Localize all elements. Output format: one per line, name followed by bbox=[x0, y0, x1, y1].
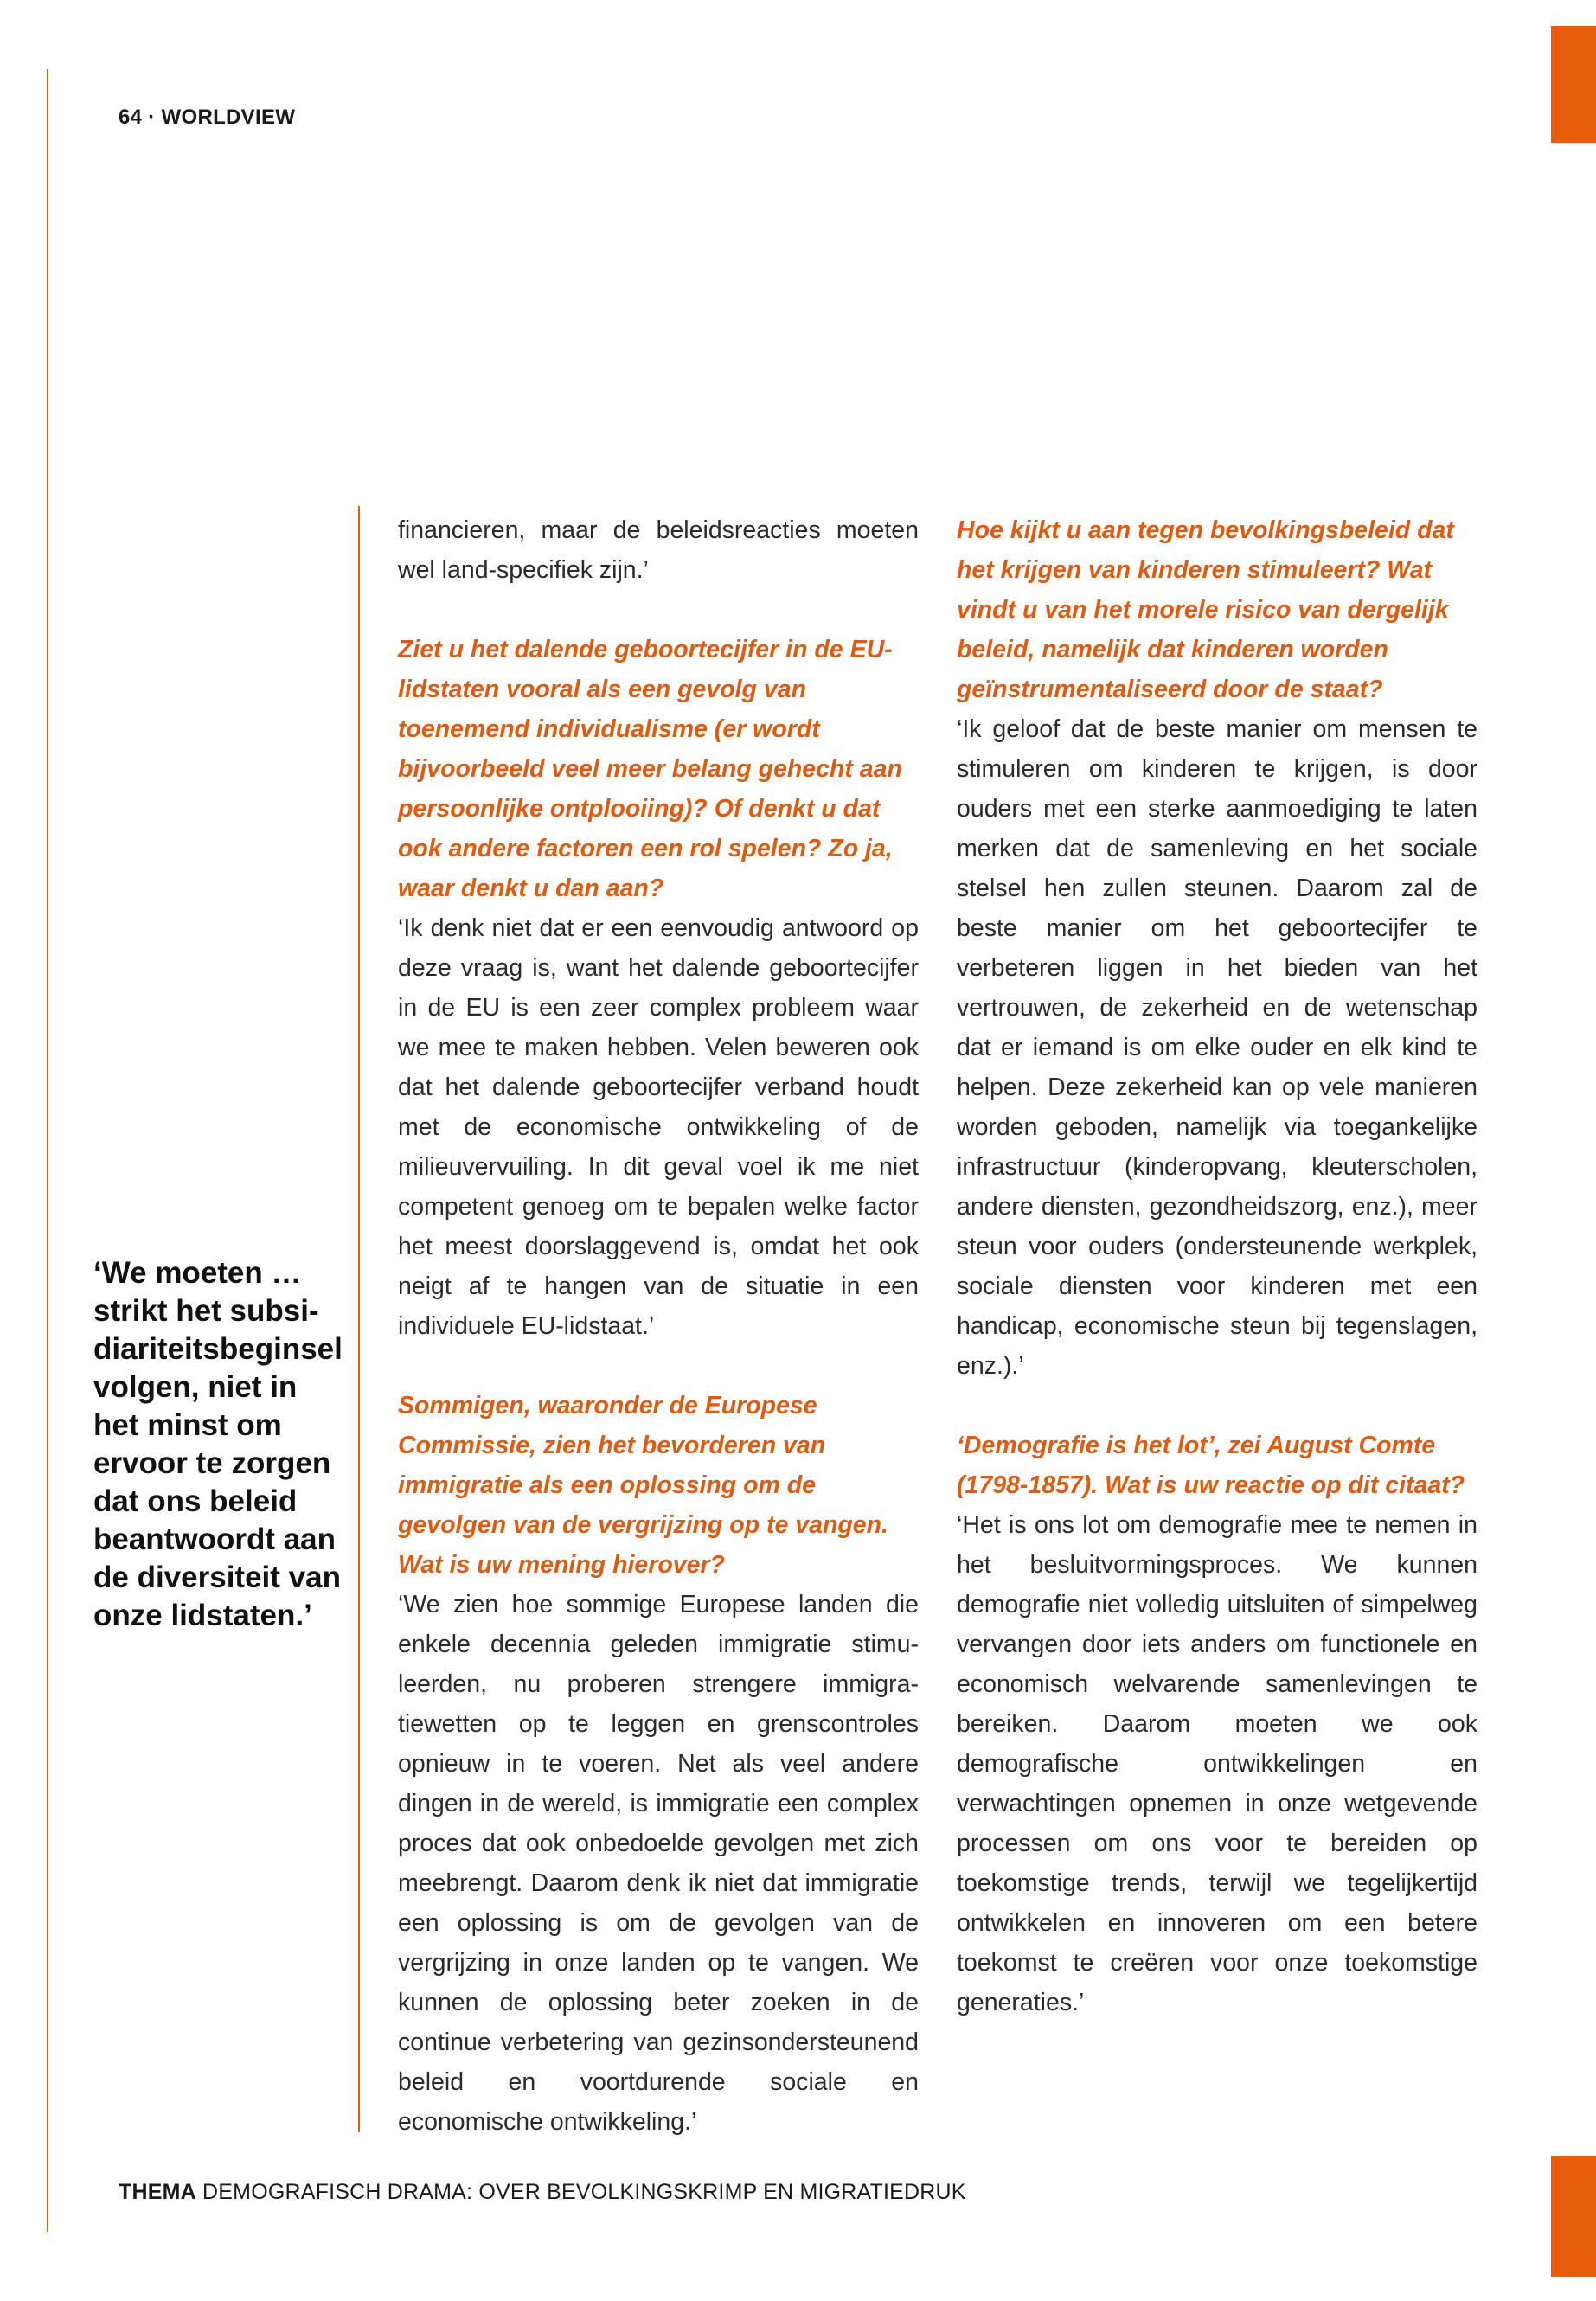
footer-title: DEMOGRAFISCH DRAMA: OVER BEVOLKINGSKRIMP EN MIGRATIEDRUK bbox=[202, 2180, 966, 2204]
interview-answer: ‘Ik denk niet dat er een eenvoudig antwoord op deze vraag is, want het dalende geboortecijfer in de EU is een zeer complex probleem waar we mee te maken hebben. Velen beweren ook dat het dalende geboortecijfer verband houdt met de economische ontwikkeling of de milieuvervuiling. In dit geval voel ik me niet competent genoeg om te bepalen welke factor het meest doorslaggevend is, omdat het ook neigt af te hangen van de situatie in een individuele EU-lidstaat.’ bbox=[398, 914, 919, 1340]
left-margin-rule bbox=[47, 69, 48, 2232]
section-name: WORLDVIEW bbox=[161, 106, 296, 129]
article-column-2 bbox=[957, 510, 1477, 2022]
running-header bbox=[119, 106, 295, 130]
pull-quote: ‘We moeten … strikt het subsidiariteitsbeginsel volgen, niet in het minst om ervoor te zorgen dat ons beleid beantwoordt aan de diversiteit van onze lidstaten.’ bbox=[93, 1256, 343, 1632]
interview-answer: ‘Ik geloof dat de beste manier om mensen te stimuleren om kinderen te krijgen, is door ouders met een sterke aanmoediging te laten merken dat de samenleving en het sociale stelsel hen zullen steunen. Daarom zal de beste manier om het geboortecijfer te verbeteren liggen in het bieden van het vertrouwen, de zekerheid en de wetenschap dat er iemand is om elke ouder en elk kind te helpen. Deze zekerheid kan op vele manieren worden geboden, namelijk via toegankelijke infrastructuur (kinderopvang, kleuterscholen, andere diensten, gezondheidszorg, enz.), meer steun voor ouders (ondersteunende werkplek, sociale diensten voor kinderen met een handicap, economische steun bij tegenslagen, enz.).’ bbox=[957, 715, 1477, 1380]
interview-answer: ‘We zien hoe sommige Europese landen die enkele decennia geleden immigratie stimuleerden, nu proberen strengere immigratiewetten op te leggen en grenscontroles opnieuw in te voeren. Net als veel andere dingen in de wereld, is immigratie een complex proces dat ook onbedoelde gevolgen met zich meebrengt. Daarom denk ik niet dat immigratie een oplossing is om de gevolgen van de vergrijzing in onze landen op te vangen. We kunnen de oplossing beter zoeken in de continue verbetering van gezinsondersteunend beleid en voortdurende sociale en economische ontwikkeling.’ bbox=[398, 1591, 919, 2136]
page-number: 64 bbox=[119, 106, 143, 129]
orange-edge-tab-bottom bbox=[1551, 2156, 1596, 2277]
footer-label: THEMA bbox=[119, 2180, 196, 2204]
interview-answer: ‘Het is ons lot om demografie mee te nemen in het besluitvormingsproces. We kunnen demografie niet volledig uitsluiten of simpelweg vervangen door iets anders om functionele en economisch welvarende samenlevingen te bereiken. Daarom moeten we ook demografische ontwikkelingen en verwachtingen opnemen in onze wetgevende processen om ons voor te bereiden op toekomstige trends, terwijl we tegelijkertijd ontwikkelen en innoveren om een betere toekomst te creëren voor onze toekomstige generaties.’ bbox=[957, 1511, 1477, 2016]
interview-question: ‘Demografie is het lot’, zei August Comte (1798-1857). Wat is uw reactie op dit citaat? bbox=[957, 1432, 1465, 1499]
column-divider-rule bbox=[358, 506, 360, 2132]
article-column-1 bbox=[398, 510, 919, 2142]
interview-question: Sommigen, waaronder de Europese Commissie, zien het bevorderen van immigratie als een oplossing om de gevolgen van de vergrijzing op te vangen. Wat is uw mening hierover? bbox=[398, 1392, 888, 1579]
interview-question: Hoe kijkt u aan tegen bevolkingsbeleid dat het krijgen van kinderen stimuleert? Wat vindt u van het morele risico van dergelijk beleid, namelijk dat kinderen worden geïnstrumentaliseerd door de staat? bbox=[957, 516, 1454, 703]
interview-question: Ziet u het dalende geboortecijfer in de EU-lidstaten vooral als een gevolg van toenemend individualisme (er wordt bijvoorbeeld veel meer belang gehecht aan persoonlijke ontplooiing)? Of denkt u dat ook andere factoren een rol spelen? Zo ja, waar denkt u dan aan? bbox=[398, 636, 902, 902]
orange-edge-tab-top bbox=[1551, 26, 1596, 143]
header-separator: · bbox=[148, 106, 156, 129]
answer-continued: financieren, maar de beleidsreacties moeten wel land-specifiek zijn.’ bbox=[398, 516, 919, 584]
running-footer bbox=[119, 2180, 966, 2205]
